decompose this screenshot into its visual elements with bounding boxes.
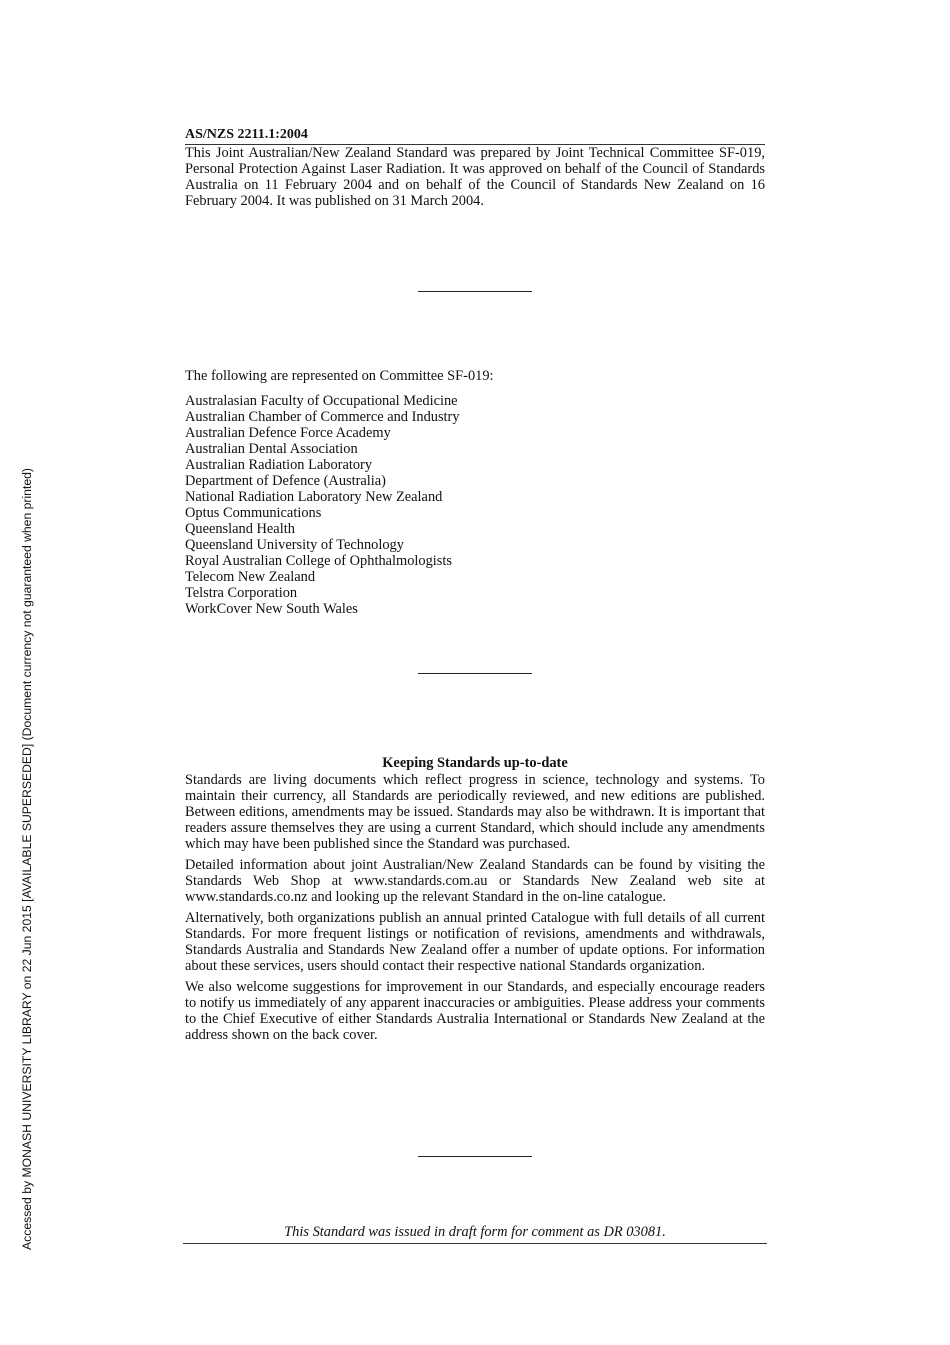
committee-member: Australian Chamber of Commerce and Industry bbox=[185, 409, 460, 425]
committee-intro: The following are represented on Committee SF-019: bbox=[185, 368, 494, 384]
draft-note: This Standard was issued in draft form for comment as DR 03081. bbox=[183, 1224, 767, 1244]
body-paragraph: Standards are living documents which reflect progress in science, technology and systems. To maintain their currency, all Standards are periodically reviewed, and new editions are published. Between editions, amendments may be issued. Standards may also be withdrawn. It is important that readers assure themselves they are using a current Standard, which should include any amendments which may have been published since the Standard was purchased. bbox=[185, 772, 765, 852]
committee-member: Telecom New Zealand bbox=[185, 569, 316, 585]
committee-member: Queensland Health bbox=[185, 521, 295, 537]
committee-member: Telstra Corporation bbox=[185, 585, 298, 601]
committee-member: National Radiation Laboratory New Zealand bbox=[185, 489, 443, 505]
committee-member: WorkCover New South Wales bbox=[185, 601, 358, 617]
committee-member-list bbox=[185, 393, 765, 617]
committee-member: Optus Communications bbox=[185, 505, 322, 521]
document-number: AS/NZS 2211.1:2004 bbox=[185, 127, 765, 145]
body-paragraph: Alternatively, both organizations publish an annual printed Catalogue with full details of all current Standards. For more frequent listings or notification of revisions, amendments and withdrawals, Standards Australia and Standards New Zealand offer a number of update options. For information about these services, users should contact their respective national Standards organization. bbox=[185, 910, 765, 974]
committee-member: Australian Radiation Laboratory bbox=[185, 457, 373, 473]
committee-member: Australian Dental Association bbox=[185, 441, 358, 457]
committee-member: Queensland University of Technology bbox=[185, 537, 404, 553]
section-divider bbox=[418, 1156, 532, 1157]
section-divider bbox=[418, 673, 532, 674]
keeping-standards-section bbox=[185, 755, 765, 1048]
body-paragraph: We also welcome suggestions for improvement in our Standards, and especially encourage readers to notify us immediately of any apparent inaccuracies or ambiguities. Please address your comments to the Chief Executive of either Standards Australia International or Standards New Zealand at the address shown on the back cover. bbox=[185, 979, 765, 1043]
body-paragraph: Detailed information about joint Australian/New Zealand Standards can be found by visiting the Standards Web Shop at www.standards.com.au or Standards New Zealand web site at www.standards.co.nz and looking up the relevant Standard in the on-line catalogue. bbox=[185, 857, 765, 905]
section-heading: Keeping Standards up-to-date bbox=[382, 755, 568, 771]
access-watermark: Accessed by MONASH UNIVERSITY LIBRARY on 22 Jun 2015 [AVAILABLE SUPERSEDED] (Document currency not guaranteed when printed) bbox=[20, 468, 34, 1250]
intro-paragraph: This Joint Australian/New Zealand Standard was prepared by Joint Technical Committee SF-019, Personal Protection Against Laser Radiation. It was approved on behalf of the Council of Standards Australia on 11 February 2004 and on behalf of the Council of Standards New Zealand on 16 February 2004. It was published on 31 March 2004. bbox=[185, 145, 765, 209]
section-divider bbox=[418, 291, 532, 292]
committee-member: Royal Australian College of Ophthalmologists bbox=[185, 553, 452, 569]
committee-member: Australasian Faculty of Occupational Medicine bbox=[185, 393, 458, 409]
committee-member: Australian Defence Force Academy bbox=[185, 425, 391, 441]
committee-member: Department of Defence (Australia) bbox=[185, 473, 386, 489]
